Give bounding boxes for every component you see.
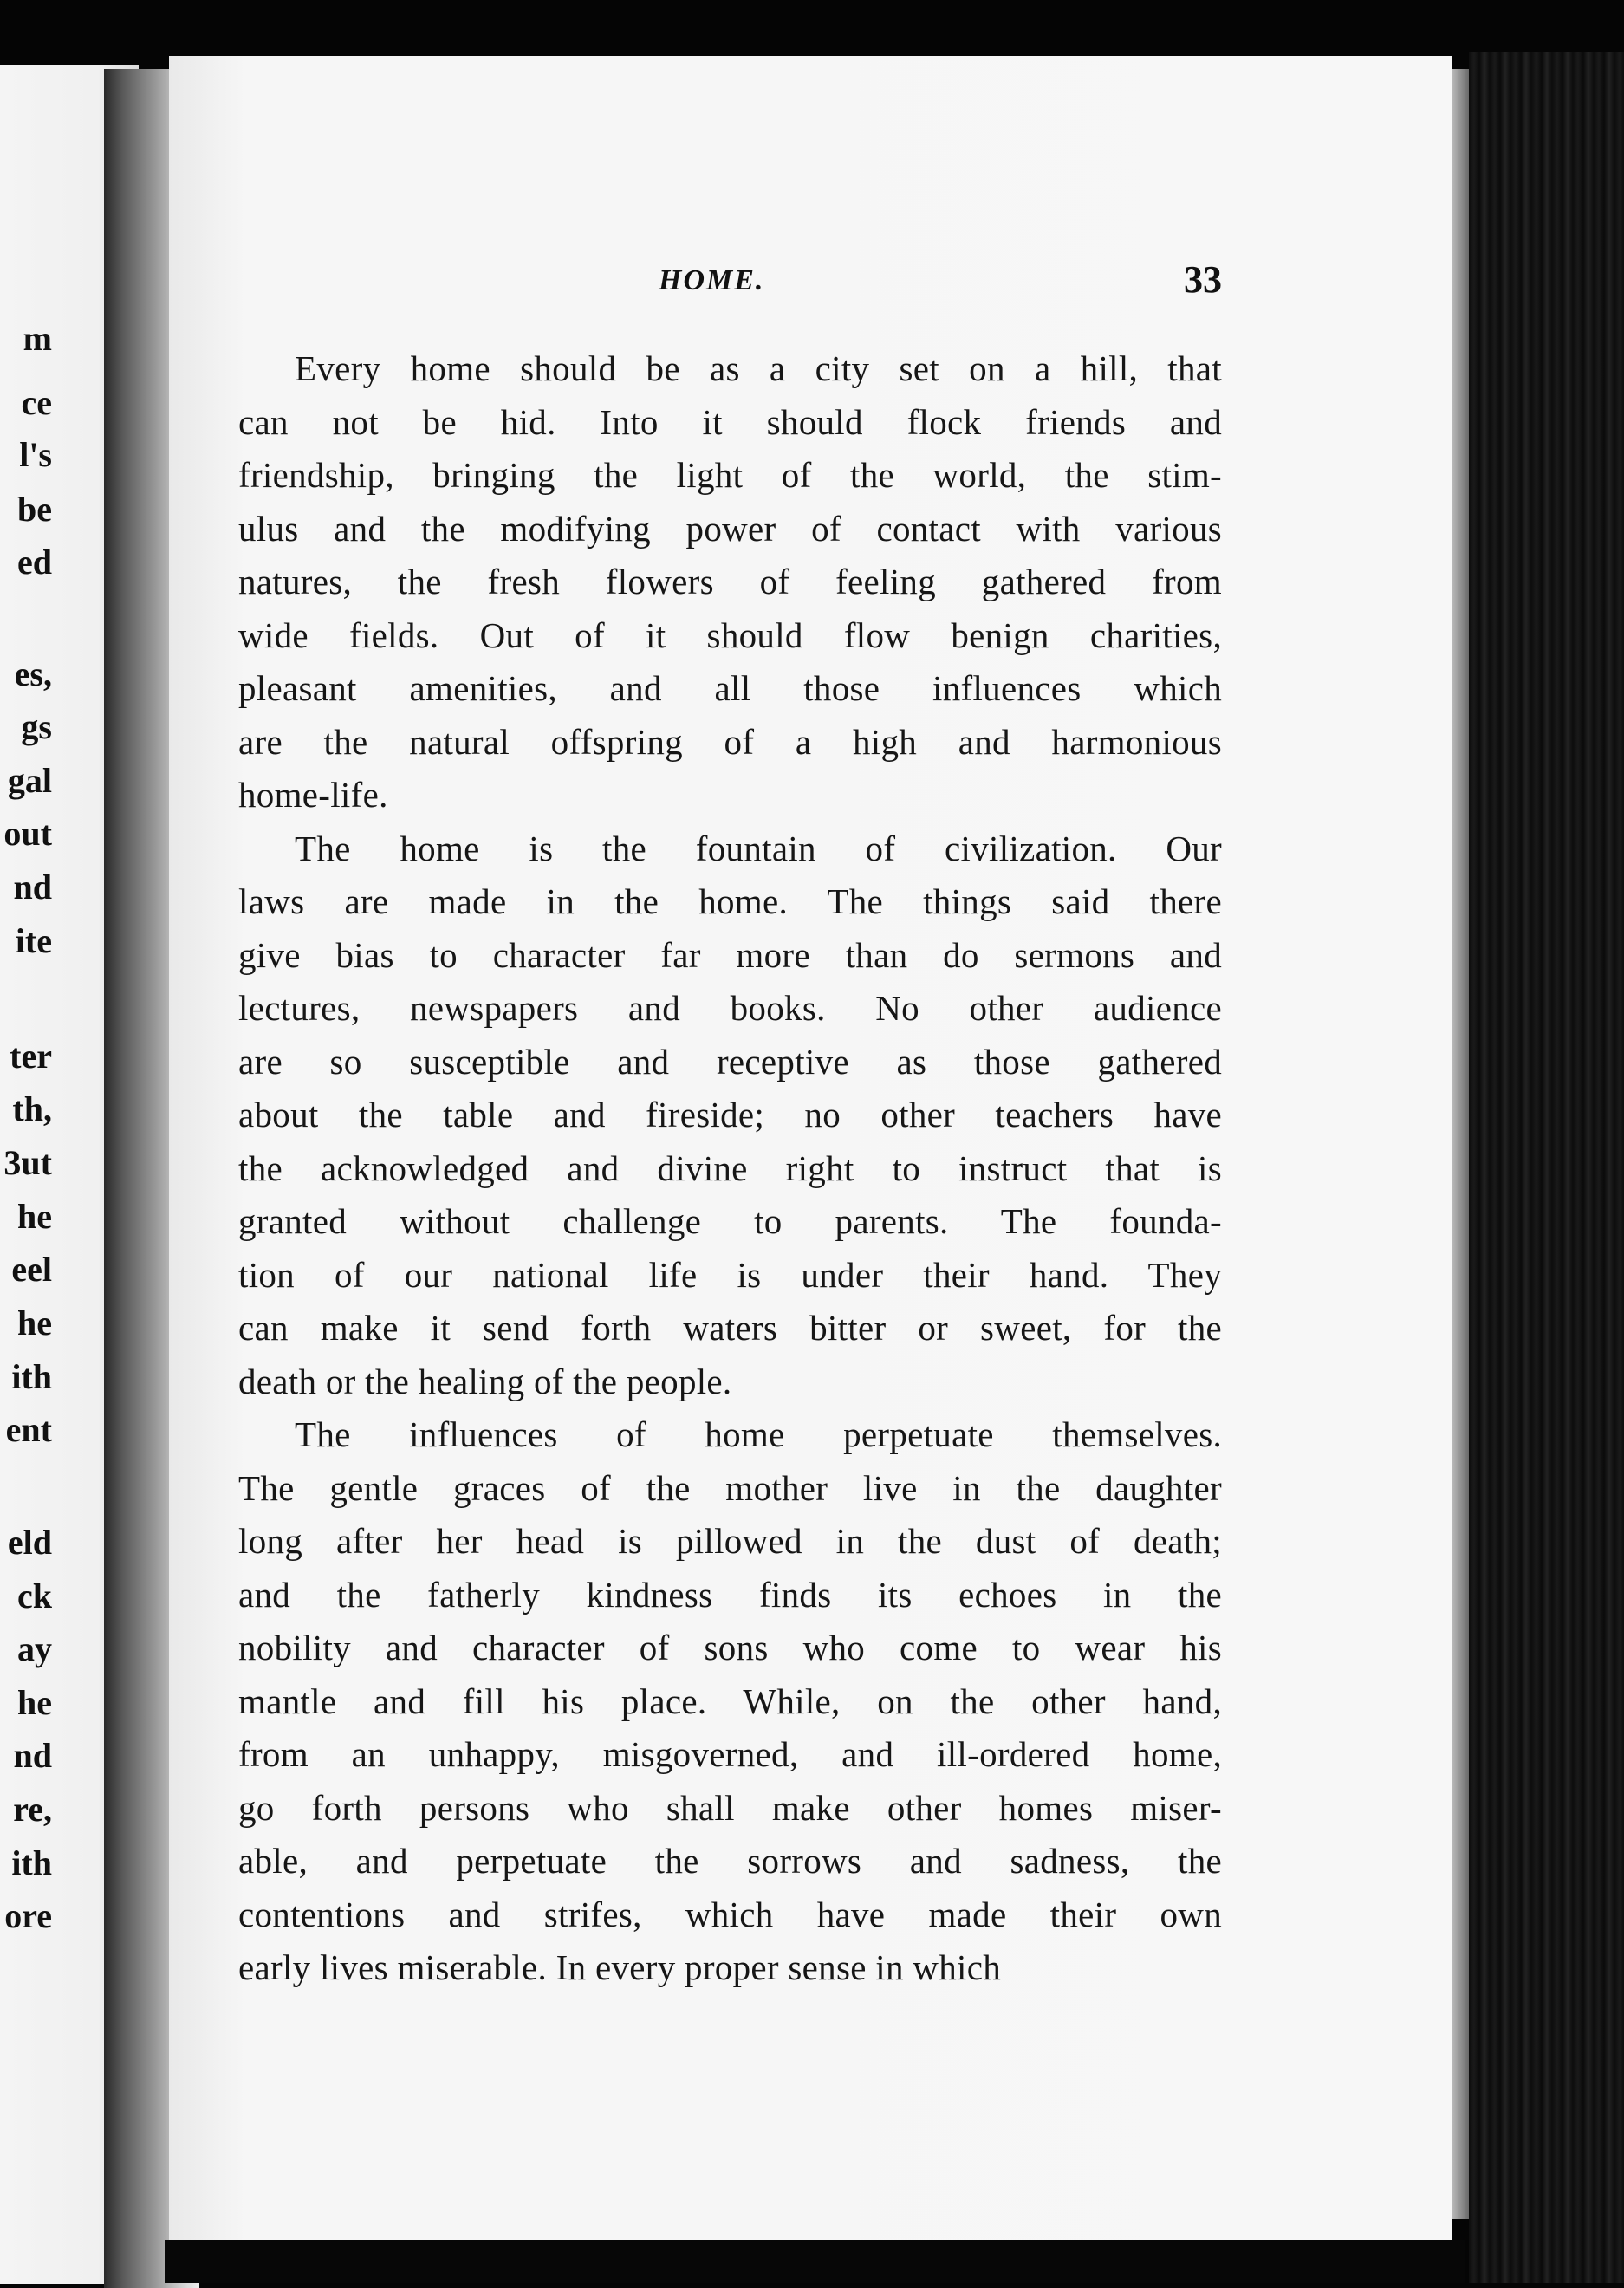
page-edge	[1452, 69, 1469, 2219]
facing-page-fragment: eel	[11, 1250, 52, 1289]
facing-page-fragment: ith	[11, 1843, 52, 1882]
paragraph	[238, 1408, 1222, 1995]
bottom-shadow	[165, 2240, 1465, 2283]
text-line: The influences of home perpetuate themselves.	[295, 1414, 1222, 1454]
facing-page-fragment: 3ut	[3, 1143, 52, 1182]
book-binding	[1469, 52, 1624, 2283]
facing-page-fragment: he	[17, 1197, 52, 1236]
text-line: mantle and fill his place. While, on the other hand,	[238, 1680, 1222, 1721]
book-page	[169, 56, 1452, 2240]
text-line: can make it send forth waters bitter or sweet, for the	[238, 1308, 1222, 1348]
facing-page-fragment: nd	[13, 868, 52, 907]
facing-page-fragment: re,	[13, 1790, 52, 1829]
facing-page-fragment: he	[17, 1683, 52, 1722]
facing-page-fragment: ce	[21, 383, 52, 422]
text-line: Every home should be as a city set on a hill, that	[295, 348, 1222, 388]
text-line: about the table and fireside; no other teachers have	[238, 1095, 1222, 1134]
facing-page-fragment: th,	[12, 1089, 52, 1128]
running-title: HOME.	[659, 264, 765, 296]
text-line: the acknowledged and divine right to instruct that is	[238, 1147, 1222, 1188]
text-line: long after her head is pillowed in the dust of death;	[238, 1521, 1222, 1561]
text-line: contentions and strifes, which have made their own	[238, 1894, 1222, 1934]
facing-page-fragment: ter	[10, 1037, 52, 1076]
text-line: are the natural offspring of a high and harmonious	[238, 721, 1222, 762]
facing-page-fragment: nd	[13, 1736, 52, 1775]
facing-page-fragment: be	[17, 490, 52, 529]
text-line: and the fatherly kindness finds its echoes in the	[238, 1574, 1222, 1615]
facing-page-fragment: ed	[17, 543, 52, 582]
text-line: pleasant amenities, and all those influences which	[238, 668, 1222, 708]
text-line: go forth persons who shall make other homes miser-	[238, 1787, 1222, 1828]
facing-page-fragment: ck	[17, 1576, 52, 1615]
text-line: lectures, newspapers and books. No other audience	[238, 988, 1222, 1028]
page-header	[169, 257, 1222, 309]
facing-page-fragment: ay	[17, 1629, 52, 1668]
text-line: The gentle graces of the mother live in the daughter	[238, 1467, 1222, 1508]
facing-page-fragment: ith	[11, 1357, 52, 1396]
text-line: are so susceptible and receptive as those gathered	[238, 1041, 1222, 1082]
facing-page-fragment: ite	[15, 921, 52, 960]
text-line: wide fields. Out of it should flow benign charities,	[238, 614, 1222, 655]
text-line: nobility and character of sons who come to wear his	[238, 1628, 1222, 1667]
text-line: laws are made in the home. The things said there	[238, 881, 1222, 921]
facing-page-fragment: l's	[19, 435, 52, 474]
facing-page-fragment: gs	[21, 707, 52, 746]
text-line: friendship, bringing the light of the world, the stim-	[238, 455, 1222, 495]
page-number: 33	[1184, 258, 1222, 301]
text-line: from an unhappy, misgoverned, and ill-ordered home,	[238, 1734, 1222, 1774]
text-line: natures, the fresh flowers of feeling gathered from	[238, 562, 1222, 601]
page-body-text	[238, 342, 1222, 1995]
text-line: The home is the fountain of civilization. Our	[295, 828, 1222, 868]
facing-page-fragment: ent	[5, 1410, 52, 1449]
facing-page-fragment: es,	[14, 654, 52, 693]
text-line: can not be hid. Into it should flock friends and	[238, 401, 1222, 442]
paragraph	[238, 822, 1222, 1409]
text-line: death or the healing of the people.	[238, 1361, 732, 1401]
text-line: give bias to character far more than do sermons and	[238, 934, 1222, 975]
facing-page-fragment: gal	[7, 761, 52, 800]
facing-page-fragment: out	[3, 814, 52, 853]
facing-page-fragment: he	[17, 1303, 52, 1342]
facing-page-fragment: ore	[4, 1896, 52, 1935]
paragraph	[238, 342, 1222, 822]
text-line: home-life.	[238, 775, 388, 815]
facing-page-fragment: eld	[7, 1523, 52, 1562]
text-line: granted without challenge to parents. The founda-	[238, 1201, 1222, 1241]
text-line: able, and perpetuate the sorrows and sadness, the	[238, 1841, 1222, 1881]
text-line: ulus and the modifying power of contact with various	[238, 508, 1222, 549]
facing-page-fragment: m	[23, 319, 52, 358]
text-line: tion of our national life is under their hand. They	[238, 1254, 1222, 1295]
text-line: early lives miserable. In every proper sense in which	[238, 1947, 1002, 1987]
